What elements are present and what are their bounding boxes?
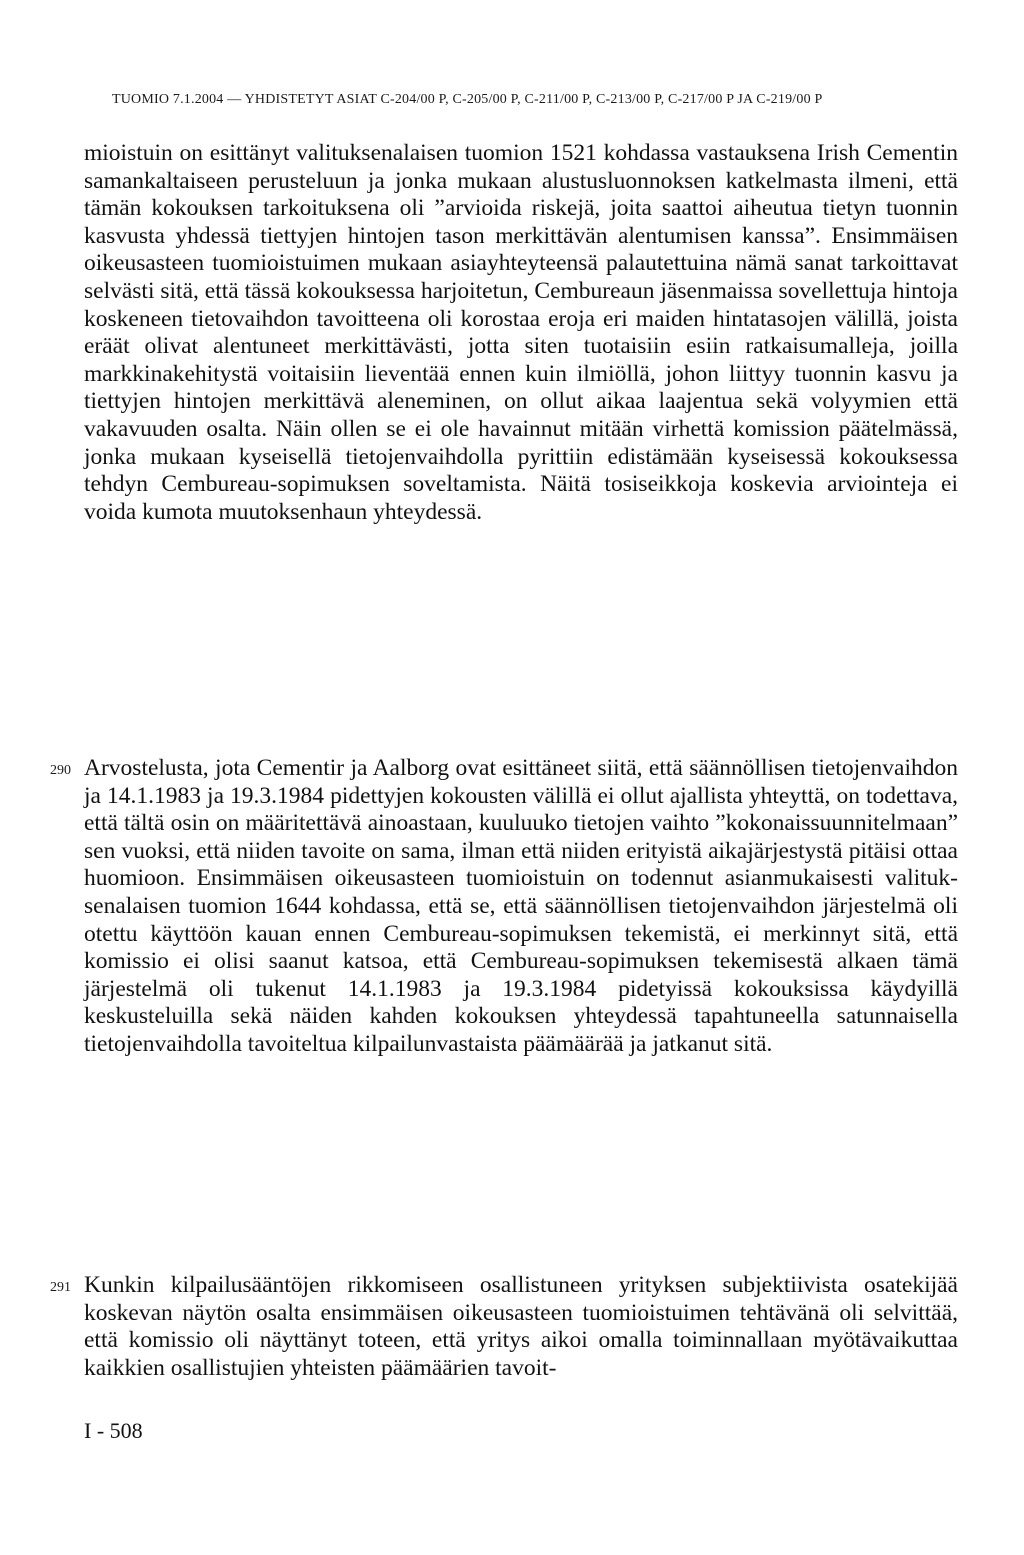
paragraph-number-290: 290 [50,763,71,778]
paragraph-290: Arvostelusta, jota Cementir ja Aalborg ovat esittäneet siitä, että säännöllisen tietojenvaihdon ja 14.1.1983 ja 19.3.1984 pidettyjen kokousten välillä ei ollut ajallista yhteyttä, on todettava, että tältä osin on määritettävä ainoastaan, kuuluuko tietojen vaihto ”kokonaissuunnitelmaan” sen vuoksi, että niiden tavoite on sama, ilman että niiden erityistä aikajärjestystä pitäisi ottaa huomioon. Ensimmäisen oikeusasteen tuomioistuin on todennut asianmukaisesti valituksenalaisen tuomion 1644 kohdassa, että se, että säännöllisen tietojenvaihdon järjestelmä oli otettu käyttöön kauan ennen Cembureau-sopimuksen tekemistä, ei merkinnyt sitä, että komissio ei olisi saanut katsoa, että Cembureau-sopimuksen tekemisestä alkaen tämä järjestelmä oli tukenut 14.1.1983 ja 19.3.1984 pidetyissä kokouksissa käydyillä keskusteluilla sekä näiden kahden kokouksen yhteydessä tapahtuneella satunnaisella tietojenvaihdolla tavoiteltua kilpailunvastaista päämäärää ja jatkanut sitä. [84,755,958,1057]
paragraph-number-291: 291 [50,1280,71,1295]
page-number: I - 508 [84,1418,143,1443]
running-header: TUOMIO 7.1.2004 — YHDISTETYT ASIAT C-204/00 P, C-205/00 P, C-211/00 P, C-213/00 P, C-217/00 P JA C-219/00 P [112,92,823,107]
paragraph-291: Kunkin kilpailusääntöjen rikkomiseen osallistuneen yrityksen subjektiivista osatekijää koskevan näytön osalta ensimmäisen oikeusasteen tuomioistuimen tehtävänä oli selvittää, että komissio oli näyttänyt toteen, että yritys aikoi omalla toiminnallaan myötävaikuttaa kaikkien osallistujien yhteisten päämäärien tavoit- [84,1272,958,1381]
paragraph-289-continuation: mioistuin on esittänyt valituksenalaisen tuomion 1521 kohdassa vastauksena Irish Cementin samankaltaiseen perusteluun ja jonka mukaan alustusluonnoksen katkelmasta ilmeni, että tämän kokouksen tarkoituksena oli ”arvioida riskejä, joita saattoi aiheutua tietyn tuonnin kasvusta yhdessä tiettyjen hintojen tason merkittävän alentumisen kanssa”. Ensimmäisen oikeusasteen tuomioistuimen mukaan asiayhteyteensä palautettuina nämä sanat tarkoittavat selvästi sitä, että tässä kokouksessa harjoitetun, Cembureaun jäsenmaissa sovellettuja hintoja koskeneen tietovaihdon tavoitteena oli korostaa eroja eri maiden hintatasojen välillä, joista eräät olivat alentuneet merkittävästi, jotta siten tuotaisiin esiin ratkaisumalleja, joilla markkinakehitystä voitaisiin lieventää ennen kuin ilmiöllä, johon liittyy tuonnin kasvu ja tiettyjen hintojen merkittävä aleneminen, on ollut aikaa laajentua sekä volyymien että vakavuuden osalta. Näin ollen se ei ole havainnut mitään virhettä komission päätelmässä, jonka mukaan kyseisellä tietojenvaihdolla pyrittiin edistämään kyseisessä kokouksessa tehdyn Cembureau-sopimuksen soveltamista. Näitä tosiseikkoja koskevia arviointeja ei voida kumota muutoksenhaun yhteydessä. [84,140,958,525]
